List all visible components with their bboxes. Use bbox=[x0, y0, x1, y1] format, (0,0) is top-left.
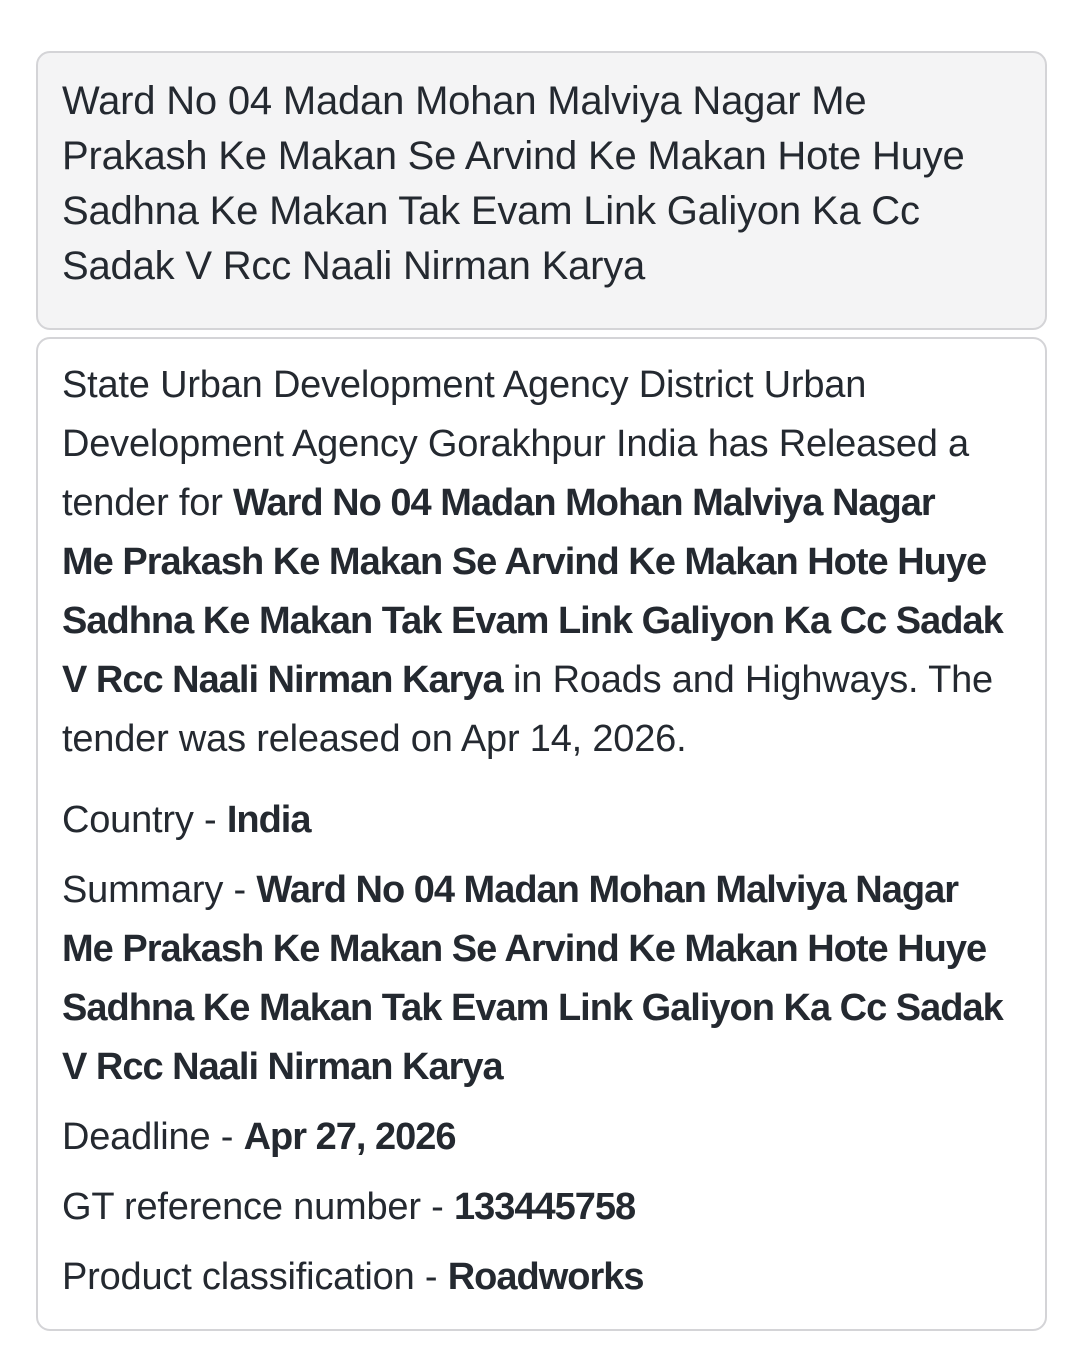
country-field bbox=[62, 791, 1021, 850]
gt-reference-number-label: GT reference number - bbox=[62, 1186, 454, 1228]
summary-line bbox=[62, 861, 1021, 920]
deadline-value: Apr 27, 2026 bbox=[243, 1116, 456, 1158]
intro-bold-text: Me Prakash Ke Makan Se Arvind Ke Makan Hote Huye bbox=[62, 541, 987, 583]
intro-line bbox=[62, 356, 1021, 415]
intro-line bbox=[62, 474, 1021, 533]
intro-bold-text: V Rcc Naali Nirman Karya bbox=[62, 659, 503, 701]
product-classification-line bbox=[62, 1248, 1021, 1307]
intro-text: Development Agency Gorakhpur India has Released a bbox=[62, 423, 969, 465]
product-classification-label: Product classification - bbox=[62, 1256, 448, 1298]
tender-title bbox=[62, 74, 1021, 294]
country-value: India bbox=[226, 799, 311, 841]
tender-title-card bbox=[36, 51, 1047, 330]
tender-title-line: Sadhna Ke Makan Tak Evam Link Galiyon Ka Cc bbox=[62, 189, 920, 233]
intro-line bbox=[62, 710, 1021, 769]
summary-line bbox=[62, 1038, 1021, 1097]
gt-reference-number-line bbox=[62, 1178, 1021, 1237]
summary-label: Summary - bbox=[62, 869, 257, 911]
tender-title-line: Ward No 04 Madan Mohan Malviya Nagar Me bbox=[62, 79, 867, 123]
summary-line bbox=[62, 920, 1021, 979]
country-line bbox=[62, 791, 1021, 850]
product-classification-field bbox=[62, 1248, 1021, 1307]
product-classification-value: Roadworks bbox=[447, 1256, 644, 1298]
intro-text: State Urban Development Agency District Urban bbox=[62, 364, 867, 406]
tender-title-line: Sadak V Rcc Naali Nirman Karya bbox=[62, 244, 646, 288]
tender-title-line: Prakash Ke Makan Se Arvind Ke Makan Hote Huye bbox=[62, 134, 965, 178]
gt-reference-number-value: 133445758 bbox=[453, 1186, 636, 1228]
summary-field bbox=[62, 861, 1021, 1097]
deadline-label: Deadline - bbox=[62, 1116, 244, 1158]
intro-bold-text: Sadhna Ke Makan Tak Evam Link Galiyon Ka Cc Sadak bbox=[62, 600, 1003, 642]
intro-text: tender for bbox=[62, 482, 234, 524]
intro-text: tender was released on Apr 14, 2026. bbox=[62, 718, 687, 760]
summary-value: Sadhna Ke Makan Tak Evam Link Galiyon Ka Cc Sadak bbox=[62, 987, 1003, 1029]
summary-value: Me Prakash Ke Makan Se Arvind Ke Makan Hote Huye bbox=[62, 928, 987, 970]
tender-detail-card bbox=[36, 337, 1047, 1331]
summary-line bbox=[62, 979, 1021, 1038]
summary-value: V Rcc Naali Nirman Karya bbox=[62, 1046, 503, 1088]
deadline-field bbox=[62, 1108, 1021, 1167]
intro-line bbox=[62, 651, 1021, 710]
intro-bold-text: Ward No 04 Madan Mohan Malviya Nagar bbox=[233, 482, 935, 524]
intro-line bbox=[62, 592, 1021, 651]
intro-line bbox=[62, 533, 1021, 592]
gt-reference-number-field bbox=[62, 1178, 1021, 1237]
country-label: Country - bbox=[62, 799, 227, 841]
intro-line bbox=[62, 415, 1021, 474]
intro-paragraph bbox=[62, 356, 1021, 769]
intro-text: in Roads and Highways. The bbox=[502, 659, 993, 701]
deadline-line bbox=[62, 1108, 1021, 1167]
tender-fields bbox=[62, 791, 1021, 1307]
summary-value: Ward No 04 Madan Mohan Malviya Nagar bbox=[256, 869, 959, 911]
